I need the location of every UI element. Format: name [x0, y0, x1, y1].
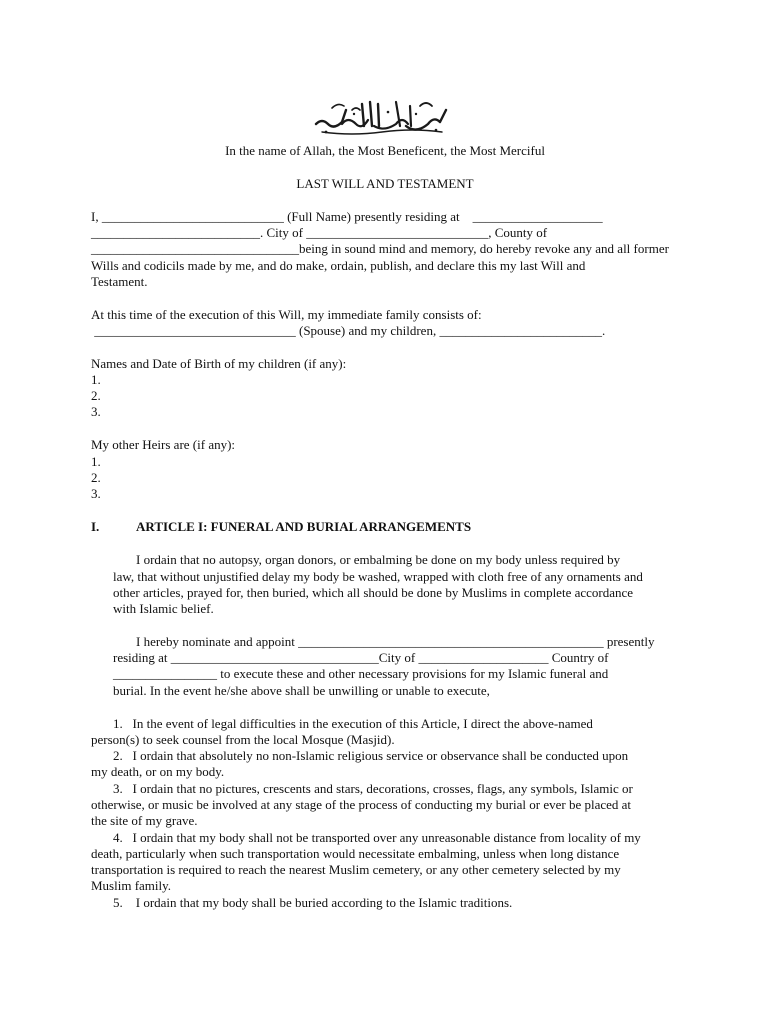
article-para2-line-1: I hereby nominate and appoint _______________________________________________ presently	[136, 634, 655, 649]
intro-line-3: ________________________________being in sound mind and memory, do hereby revoke any and all former	[91, 241, 669, 256]
intro-line-1: I, ____________________________ (Full Name) presently residing at ____________________	[91, 209, 603, 224]
heir-item-2: 2.	[91, 470, 101, 485]
intro-line-5: Testament.	[91, 274, 148, 289]
article-para1-line-1: I ordain that no autopsy, organ donors, or embalming be done on my body unless required by	[136, 552, 621, 567]
children-heading: Names and Date of Birth of my children (if any):	[91, 356, 347, 371]
bismillah-calligraphy	[312, 96, 452, 136]
heir-item-1: 1.	[91, 454, 101, 469]
article-number: I.	[91, 519, 100, 534]
intro-line-2: __________________________. City of ____________________________, County of	[91, 225, 548, 240]
child-item-2: 2.	[91, 388, 101, 403]
article-para1-line-4: with Islamic belief.	[113, 601, 214, 616]
article-para1-line-2: law, that without unjustified delay my body be washed, wrapped with cloth free of any ornaments and	[113, 569, 643, 584]
article-para1-line-3: other articles, prayed for, then buried, which all should be done by Muslims in complete accordance	[113, 585, 634, 600]
provision-line-3: 2. I ordain that absolutely no non-Islamic religious service or observance shall be conducted upon	[113, 748, 629, 763]
child-item-3: 3.	[91, 404, 101, 419]
provision-line-5: 3. I ordain that no pictures, crescents and stars, decorations, crosses, flags, any symbols, Islamic or	[113, 781, 633, 796]
article-para2-line-3: ________________ to execute these and other necessary provisions for my Islamic funeral and	[113, 666, 609, 681]
provision-line-11: Muslim family.	[91, 878, 172, 893]
provision-line-10: transportation is required to reach the nearest Muslim cemetery, or any other cemetery selected by my	[91, 862, 621, 877]
provision-line-12: 5. I ordain that my body shall be buried according to the Islamic traditions.	[113, 895, 513, 910]
provision-line-2: person(s) to seek counsel from the local Mosque (Masjid).	[91, 732, 395, 747]
family-heading: At this time of the execution of this Will, my immediate family consists of:	[91, 307, 482, 322]
intro-line-4: Wills and codicils made by me, and do make, ordain, publish, and declare this my last Will and	[91, 258, 586, 273]
heirs-heading: My other Heirs are (if any):	[91, 437, 236, 452]
heir-item-3: 3.	[91, 486, 101, 501]
article-title: ARTICLE I: FUNERAL AND BURIAL ARRANGEMENTS	[136, 519, 472, 534]
provision-line-8: 4. I ordain that my body shall not be transported over any unreasonable distance from locality of my	[113, 830, 641, 845]
document-title: LAST WILL AND TESTAMENT	[296, 176, 474, 191]
child-item-1: 1.	[91, 372, 101, 387]
provision-line-1: 1. In the event of legal difficulties in the execution of this Article, I direct the above-named	[113, 716, 593, 731]
provision-line-7: the site of my grave.	[91, 813, 198, 828]
family-spouse-children: _______________________________ (Spouse) and my children, _________________________.	[91, 323, 606, 338]
article-para2-line-4: burial. In the event he/she above shall be unwilling or unable to execute,	[113, 683, 490, 698]
invocation-text: In the name of Allah, the Most Beneficent, the Most Merciful	[225, 143, 545, 158]
provision-line-4: my death, or on my body.	[91, 764, 225, 779]
provision-line-6: otherwise, or music be involved at any stage of the process of conducting my burial or ever be placed at	[91, 797, 632, 812]
article-para2-line-2: residing at ________________________________City of ____________________ Country of	[113, 650, 609, 665]
provision-line-9: death, particularly when such transportation would necessitate embalming, unless when long distance	[91, 846, 620, 861]
